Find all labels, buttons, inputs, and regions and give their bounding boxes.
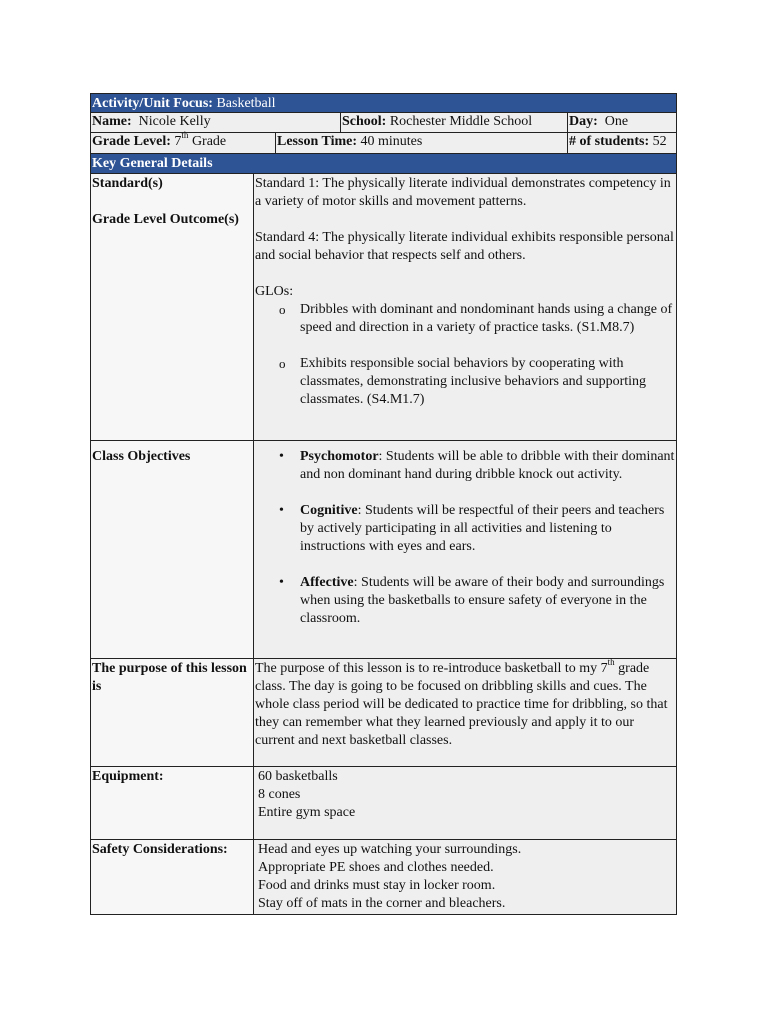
purpose-row — [90, 659, 677, 767]
safety-item: Stay off of mats in the corner and bleachers. — [258, 896, 506, 911]
lesson-time-cell — [275, 133, 567, 153]
objective-cognitive — [255, 502, 675, 556]
day-value: One — [604, 114, 629, 129]
bullet-icon: • — [279, 575, 284, 590]
glo-label: Grade Level Outcome(s) — [92, 212, 239, 227]
glo-item-2 — [255, 355, 675, 409]
equipment-item: 8 cones — [258, 787, 301, 802]
standard-1-text: Standard 1: The physically literate individual demonstrates competency in a variety of motor skills and movement patterns. — [255, 176, 671, 209]
affective-title: Affective — [300, 575, 354, 590]
purpose-label-cell — [91, 659, 253, 766]
key-details-row — [90, 154, 677, 174]
grade-word: Grade — [191, 134, 227, 149]
glo-1-text: Dribbles with dominant and nondominant hands using a change of speed and direction in a variety of practice tasks. (S1.M8.7) — [300, 302, 673, 335]
day-cell — [567, 113, 676, 132]
bullet-icon: • — [279, 449, 284, 464]
standards-label-cell — [91, 174, 253, 440]
safety-label-cell — [91, 840, 253, 914]
school-cell — [340, 113, 567, 132]
grade-suffix: th — [181, 130, 189, 141]
glos-label: GLOs: — [255, 284, 294, 299]
equipment-row — [90, 767, 677, 840]
lesson-time-value: 40 minutes — [360, 134, 423, 149]
purpose-label: The purpose of this lesson is — [92, 661, 247, 694]
name-value: Nicole Kelly — [138, 114, 211, 129]
grade-time-students-row — [90, 130, 677, 154]
standards-row — [90, 174, 677, 441]
school-label: School: — [342, 114, 387, 129]
day-label: Day: — [569, 114, 598, 129]
activity-focus-row — [90, 93, 677, 113]
safety-row — [90, 840, 677, 915]
lesson-plan-table — [90, 93, 677, 915]
purpose-text-b: grade class. The day is going to be focused on dribbling skills and cues. The whole class period will be dedicated to practice time for dribbling, so that they can remember what they learned previously and apply it to our current and next basketball classes. — [255, 661, 668, 748]
standards-label: Standard(s) — [92, 176, 163, 191]
glo-2-text: Exhibits responsible social behaviors by cooperating with classmates, demonstrating inclusive behaviors and supporting classmates. (S4.M1.7) — [300, 356, 647, 407]
name-cell — [91, 113, 340, 132]
equipment-label-cell — [91, 767, 253, 839]
objective-affective — [255, 574, 675, 628]
cognitive-title: Cognitive — [300, 503, 358, 518]
objectives-label-cell — [91, 441, 253, 658]
grade-number: 7 — [174, 134, 182, 149]
purpose-text-a: The purpose of this lesson is to re-introduce basketball to my 7 — [255, 661, 608, 676]
safety-label: Safety Considerations: — [92, 842, 228, 857]
standards-content-cell — [253, 174, 676, 440]
students-label: # of students: — [569, 134, 650, 149]
purpose-text-sup: th — [607, 657, 615, 668]
purpose-content-cell — [253, 659, 676, 766]
grade-label: Grade Level: — [92, 134, 171, 149]
objectives-label: Class Objectives — [92, 449, 191, 464]
standard-4-text: Standard 4: The physically literate individual exhibits responsible personal and social behavior that respects self and others. — [255, 230, 674, 263]
safety-content-cell — [253, 840, 676, 914]
focus-label: Activity/Unit Focus: — [92, 96, 213, 111]
psychomotor-text: : Students will be able to dribble with their dominant and non dominant hand during dribble knock out activity. — [300, 449, 675, 482]
equipment-item: Entire gym space — [258, 805, 356, 820]
name-label: Name: — [92, 114, 132, 129]
lesson-time-label: Lesson Time: — [277, 134, 357, 149]
focus-value: Basketball — [216, 96, 276, 111]
key-details-heading: Key General Details — [92, 156, 213, 171]
students-value: 52 — [652, 134, 667, 149]
name-school-day-row — [90, 113, 677, 133]
safety-item: Head and eyes up watching your surroundings. — [258, 842, 522, 857]
objectives-content-cell — [253, 441, 676, 658]
grade-cell — [91, 130, 275, 153]
objective-psychomotor — [255, 448, 675, 484]
cognitive-text: : Students will be respectful of their peers and teachers by actively participating in all activities and listening to instructions with eyes and ears. — [300, 503, 665, 554]
objectives-row — [90, 441, 677, 659]
equipment-label: Equipment: — [92, 769, 164, 784]
students-cell — [567, 133, 676, 153]
circle-bullet-icon: o — [279, 302, 286, 317]
equipment-content-cell — [253, 767, 676, 839]
safety-item: Food and drinks must stay in locker room. — [258, 878, 496, 893]
school-value: Rochester Middle School — [389, 114, 533, 129]
psychomotor-title: Psychomotor — [300, 449, 379, 464]
glo-item-1 — [255, 301, 675, 337]
affective-text: : Students will be aware of their body and surroundings when using the basketballs to ensure safety of everyone in the classroom. — [300, 575, 665, 626]
circle-bullet-icon: o — [279, 356, 286, 371]
safety-item: Appropriate PE shoes and clothes needed. — [258, 860, 494, 875]
bullet-icon: • — [279, 503, 284, 518]
equipment-item: 60 basketballs — [258, 769, 338, 784]
